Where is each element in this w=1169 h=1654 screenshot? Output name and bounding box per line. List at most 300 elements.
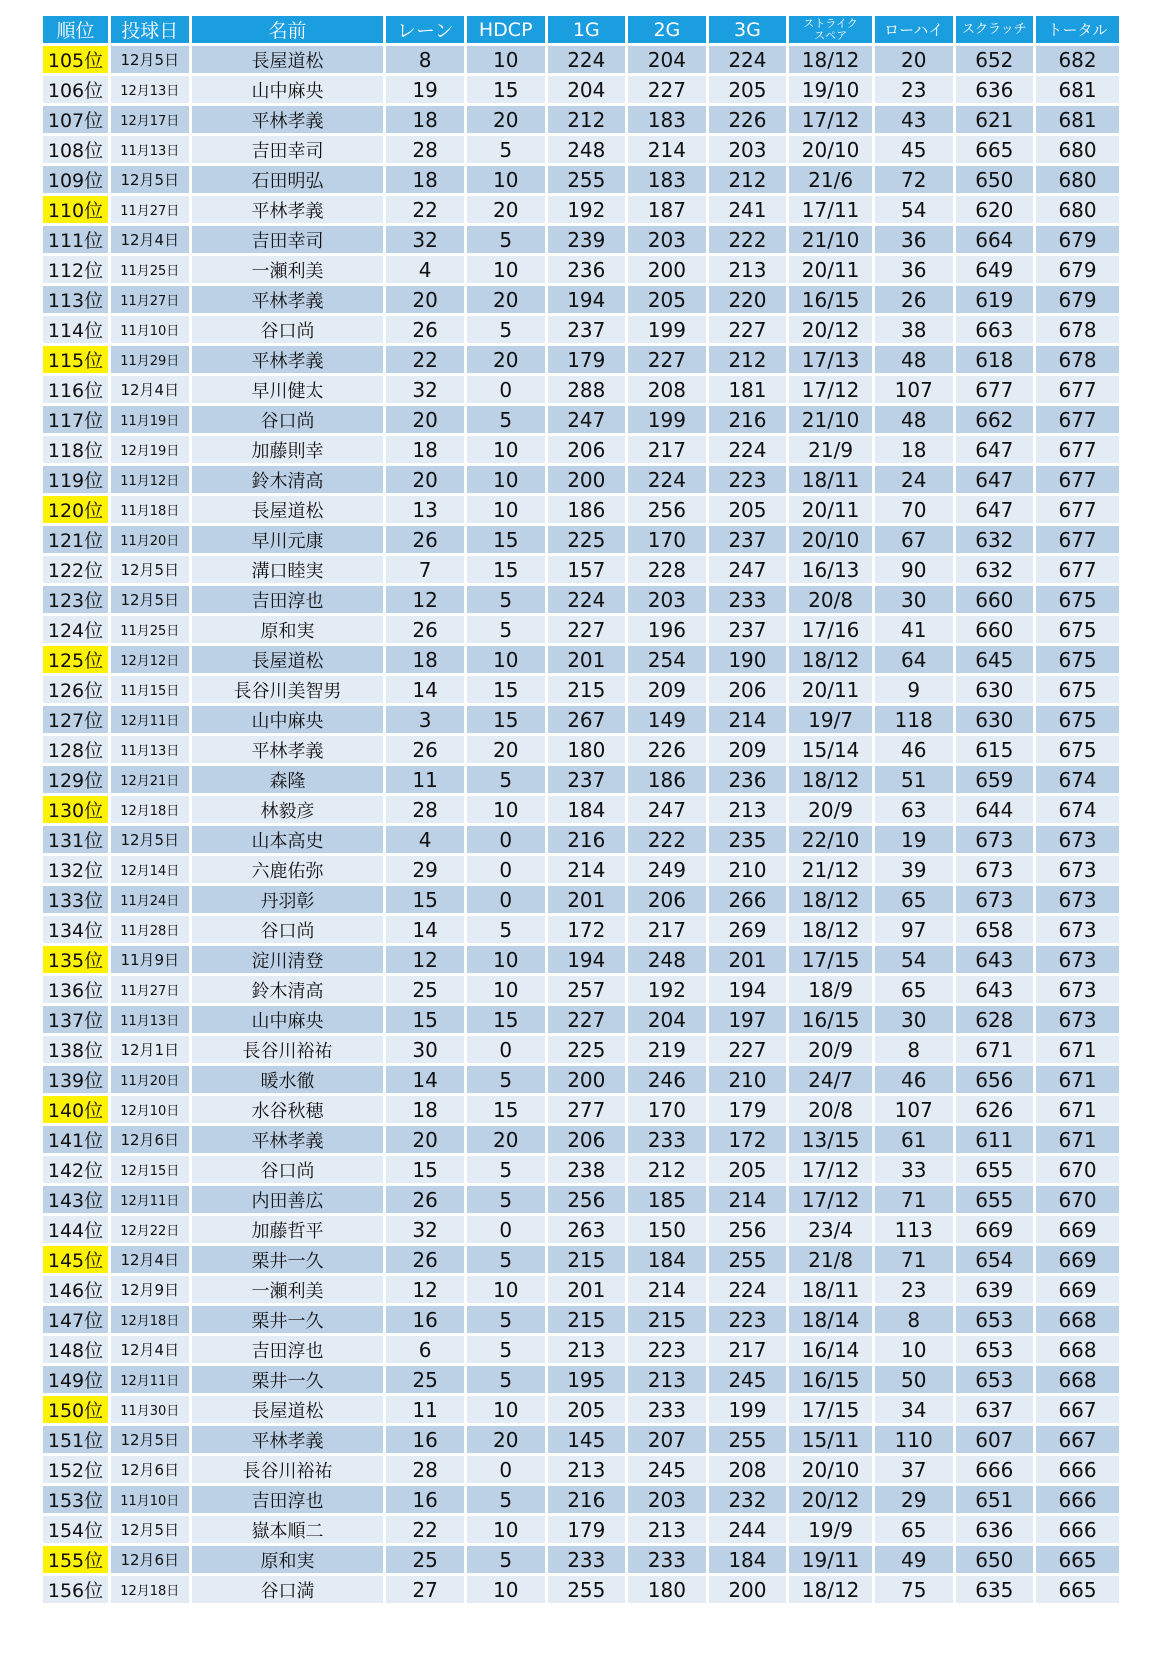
cell-game2: 204 xyxy=(628,46,706,73)
table-row xyxy=(43,346,1119,373)
cell-game1: 195 xyxy=(548,1366,626,1393)
cell-scratch: 650 xyxy=(956,1546,1034,1573)
cell-game1: 255 xyxy=(548,166,626,193)
cell-date: 11月13日 xyxy=(111,736,189,763)
cell-date: 12月13日 xyxy=(111,76,189,103)
cell-strike-spare: 13/15 xyxy=(789,1126,872,1153)
cell-date: 11月20日 xyxy=(111,526,189,553)
cell-total: 671 xyxy=(1036,1126,1119,1153)
cell-total: 673 xyxy=(1036,886,1119,913)
cell-total: 679 xyxy=(1036,286,1119,313)
cell-game3: 200 xyxy=(709,1576,787,1603)
cell-game2: 184 xyxy=(628,1246,706,1273)
cell-game3: 194 xyxy=(709,976,787,1003)
cell-game3: 241 xyxy=(709,196,787,223)
cell-game2: 150 xyxy=(628,1216,706,1243)
cell-game3: 205 xyxy=(709,1156,787,1183)
cell-total: 667 xyxy=(1036,1426,1119,1453)
cell-strike-spare: 18/12 xyxy=(789,46,872,73)
cell-game3: 224 xyxy=(709,1276,787,1303)
cell-scratch: 666 xyxy=(956,1456,1034,1483)
cell-name: 山中麻央 xyxy=(192,1006,384,1033)
cell-strike-spare: 21/12 xyxy=(789,856,872,883)
cell-name: 長屋道松 xyxy=(192,496,384,523)
cell-lane: 20 xyxy=(386,406,464,433)
cell-scratch: 658 xyxy=(956,916,1034,943)
cell-game2: 205 xyxy=(628,286,706,313)
cell-game3: 236 xyxy=(709,766,787,793)
cell-game3: 269 xyxy=(709,916,787,943)
cell-lane: 14 xyxy=(386,676,464,703)
cell-game2: 226 xyxy=(628,736,706,763)
table-row xyxy=(43,436,1119,463)
header-strike-spare: ストライク スペア xyxy=(789,16,872,43)
cell-game1: 184 xyxy=(548,796,626,823)
cell-game3: 227 xyxy=(709,316,787,343)
table-row xyxy=(43,1306,1119,1333)
cell-game1: 238 xyxy=(548,1156,626,1183)
cell-date: 11月24日 xyxy=(111,886,189,913)
cell-date: 12月4日 xyxy=(111,226,189,253)
cell-game2: 233 xyxy=(628,1396,706,1423)
cell-total: 675 xyxy=(1036,616,1119,643)
cell-rank: 125位 xyxy=(43,646,108,673)
cell-game1: 213 xyxy=(548,1336,626,1363)
cell-date: 11月27日 xyxy=(111,196,189,223)
cell-strike-spare: 18/12 xyxy=(789,886,872,913)
cell-hdcp: 15 xyxy=(467,556,545,583)
cell-name: 鈴木清高 xyxy=(192,976,384,1003)
cell-low-high: 46 xyxy=(875,736,953,763)
cell-total: 679 xyxy=(1036,256,1119,283)
cell-hdcp: 10 xyxy=(467,1276,545,1303)
cell-hdcp: 10 xyxy=(467,436,545,463)
cell-date: 12月11日 xyxy=(111,1366,189,1393)
cell-scratch: 637 xyxy=(956,1396,1034,1423)
cell-lane: 22 xyxy=(386,1516,464,1543)
cell-name: 六鹿佑弥 xyxy=(192,856,384,883)
cell-game2: 246 xyxy=(628,1066,706,1093)
cell-strike-spare: 21/10 xyxy=(789,406,872,433)
cell-hdcp: 10 xyxy=(467,976,545,1003)
cell-hdcp: 5 xyxy=(467,1306,545,1333)
cell-game1: 172 xyxy=(548,916,626,943)
cell-lane: 4 xyxy=(386,256,464,283)
cell-game1: 192 xyxy=(548,196,626,223)
cell-date: 12月18日 xyxy=(111,796,189,823)
header-name: 名前 xyxy=(192,16,384,43)
cell-rank: 136位 xyxy=(43,976,108,1003)
cell-lane: 4 xyxy=(386,826,464,853)
cell-lane: 6 xyxy=(386,1336,464,1363)
cell-scratch: 649 xyxy=(956,256,1034,283)
cell-hdcp: 0 xyxy=(467,376,545,403)
cell-low-high: 46 xyxy=(875,1066,953,1093)
cell-strike-spare: 19/7 xyxy=(789,706,872,733)
cell-total: 673 xyxy=(1036,856,1119,883)
cell-strike-spare: 16/13 xyxy=(789,556,872,583)
header-total: トータル xyxy=(1036,16,1119,43)
cell-strike-spare: 17/15 xyxy=(789,1396,872,1423)
cell-game1: 216 xyxy=(548,826,626,853)
table-row xyxy=(43,976,1119,1003)
cell-total: 677 xyxy=(1036,496,1119,523)
cell-scratch: 643 xyxy=(956,946,1034,973)
cell-lane: 18 xyxy=(386,166,464,193)
cell-hdcp: 10 xyxy=(467,1516,545,1543)
cell-rank: 115位 xyxy=(43,346,108,373)
cell-strike-spare: 20/10 xyxy=(789,526,872,553)
header-rank: 順位 xyxy=(43,16,108,43)
cell-rank: 137位 xyxy=(43,1006,108,1033)
cell-low-high: 67 xyxy=(875,526,953,553)
cell-total: 675 xyxy=(1036,586,1119,613)
cell-scratch: 671 xyxy=(956,1036,1034,1063)
cell-name: 嶽本順二 xyxy=(192,1516,384,1543)
cell-low-high: 38 xyxy=(875,316,953,343)
cell-hdcp: 15 xyxy=(467,706,545,733)
cell-low-high: 8 xyxy=(875,1306,953,1333)
cell-low-high: 71 xyxy=(875,1246,953,1273)
cell-name: 平林孝義 xyxy=(192,196,384,223)
cell-rank: 150位 xyxy=(43,1396,108,1423)
cell-scratch: 636 xyxy=(956,76,1034,103)
cell-low-high: 30 xyxy=(875,1006,953,1033)
cell-game3: 255 xyxy=(709,1426,787,1453)
cell-strike-spare: 16/15 xyxy=(789,286,872,313)
cell-rank: 105位 xyxy=(43,46,108,73)
cell-game1: 180 xyxy=(548,736,626,763)
cell-game3: 184 xyxy=(709,1546,787,1573)
cell-lane: 16 xyxy=(386,1486,464,1513)
cell-total: 677 xyxy=(1036,526,1119,553)
cell-date: 12月11日 xyxy=(111,706,189,733)
cell-total: 677 xyxy=(1036,406,1119,433)
cell-date: 11月9日 xyxy=(111,946,189,973)
cell-name: 石田明弘 xyxy=(192,166,384,193)
cell-date: 12月17日 xyxy=(111,106,189,133)
cell-game2: 233 xyxy=(628,1546,706,1573)
cell-rank: 140位 xyxy=(43,1096,108,1123)
cell-date: 12月6日 xyxy=(111,1546,189,1573)
cell-name: 長谷川美智男 xyxy=(192,676,384,703)
cell-lane: 3 xyxy=(386,706,464,733)
cell-lane: 12 xyxy=(386,586,464,613)
cell-total: 665 xyxy=(1036,1546,1119,1573)
cell-rank: 133位 xyxy=(43,886,108,913)
cell-scratch: 647 xyxy=(956,436,1034,463)
cell-low-high: 18 xyxy=(875,436,953,463)
cell-game3: 212 xyxy=(709,346,787,373)
cell-lane: 26 xyxy=(386,1246,464,1273)
cell-game1: 206 xyxy=(548,436,626,463)
cell-low-high: 19 xyxy=(875,826,953,853)
cell-game3: 214 xyxy=(709,706,787,733)
cell-game2: 180 xyxy=(628,1576,706,1603)
cell-name: 原和実 xyxy=(192,1546,384,1573)
cell-scratch: 673 xyxy=(956,856,1034,883)
cell-rank: 112位 xyxy=(43,256,108,283)
cell-rank: 111位 xyxy=(43,226,108,253)
cell-lane: 15 xyxy=(386,1156,464,1183)
cell-lane: 18 xyxy=(386,106,464,133)
cell-name: 山中麻央 xyxy=(192,706,384,733)
cell-strike-spare: 21/9 xyxy=(789,436,872,463)
cell-strike-spare: 17/16 xyxy=(789,616,872,643)
cell-game3: 224 xyxy=(709,436,787,463)
cell-date: 12月5日 xyxy=(111,586,189,613)
cell-scratch: 618 xyxy=(956,346,1034,373)
cell-game2: 213 xyxy=(628,1516,706,1543)
cell-game1: 194 xyxy=(548,286,626,313)
cell-lane: 26 xyxy=(386,526,464,553)
cell-total: 679 xyxy=(1036,226,1119,253)
cell-scratch: 619 xyxy=(956,286,1034,313)
table-row xyxy=(43,106,1119,133)
cell-strike-spare: 20/11 xyxy=(789,496,872,523)
cell-hdcp: 5 xyxy=(467,406,545,433)
cell-date: 12月4日 xyxy=(111,376,189,403)
table-row xyxy=(43,916,1119,943)
cell-rank: 156位 xyxy=(43,1576,108,1603)
cell-strike-spare: 19/11 xyxy=(789,1546,872,1573)
cell-game2: 219 xyxy=(628,1036,706,1063)
cell-rank: 139位 xyxy=(43,1066,108,1093)
cell-date: 12月5日 xyxy=(111,826,189,853)
cell-name: 吉田幸司 xyxy=(192,136,384,163)
cell-name: 山中麻央 xyxy=(192,76,384,103)
cell-total: 673 xyxy=(1036,1006,1119,1033)
cell-strike-spare: 18/12 xyxy=(789,1576,872,1603)
table-row xyxy=(43,676,1119,703)
table-row xyxy=(43,706,1119,733)
cell-strike-spare: 20/9 xyxy=(789,1036,872,1063)
cell-strike-spare: 17/12 xyxy=(789,1186,872,1213)
cell-low-high: 37 xyxy=(875,1456,953,1483)
table-row xyxy=(43,1276,1119,1303)
cell-name: 谷口尚 xyxy=(192,1156,384,1183)
cell-game1: 227 xyxy=(548,616,626,643)
cell-date: 11月13日 xyxy=(111,1006,189,1033)
cell-date: 12月4日 xyxy=(111,1336,189,1363)
cell-strike-spare: 24/7 xyxy=(789,1066,872,1093)
cell-game2: 227 xyxy=(628,76,706,103)
cell-scratch: 607 xyxy=(956,1426,1034,1453)
cell-date: 12月9日 xyxy=(111,1276,189,1303)
cell-hdcp: 5 xyxy=(467,916,545,943)
cell-hdcp: 10 xyxy=(467,796,545,823)
cell-game3: 208 xyxy=(709,1456,787,1483)
cell-scratch: 653 xyxy=(956,1366,1034,1393)
cell-game3: 266 xyxy=(709,886,787,913)
cell-total: 666 xyxy=(1036,1456,1119,1483)
cell-low-high: 65 xyxy=(875,886,953,913)
cell-game2: 183 xyxy=(628,106,706,133)
cell-game1: 213 xyxy=(548,1456,626,1483)
table-row xyxy=(43,736,1119,763)
cell-game3: 199 xyxy=(709,1396,787,1423)
table-row xyxy=(43,1126,1119,1153)
cell-scratch: 639 xyxy=(956,1276,1034,1303)
cell-game2: 207 xyxy=(628,1426,706,1453)
cell-date: 11月10日 xyxy=(111,1486,189,1513)
cell-game1: 277 xyxy=(548,1096,626,1123)
cell-date: 11月30日 xyxy=(111,1396,189,1423)
cell-rank: 153位 xyxy=(43,1486,108,1513)
cell-name: 山本高史 xyxy=(192,826,384,853)
cell-game1: 201 xyxy=(548,886,626,913)
cell-name: 一瀬利美 xyxy=(192,256,384,283)
cell-game3: 244 xyxy=(709,1516,787,1543)
cell-game2: 213 xyxy=(628,1366,706,1393)
cell-total: 673 xyxy=(1036,826,1119,853)
cell-scratch: 650 xyxy=(956,166,1034,193)
cell-scratch: 630 xyxy=(956,706,1034,733)
cell-strike-spare: 15/11 xyxy=(789,1426,872,1453)
cell-rank: 128位 xyxy=(43,736,108,763)
cell-date: 11月15日 xyxy=(111,676,189,703)
cell-low-high: 48 xyxy=(875,406,953,433)
cell-lane: 25 xyxy=(386,976,464,1003)
cell-date: 12月5日 xyxy=(111,46,189,73)
cell-name: 谷口尚 xyxy=(192,916,384,943)
cell-scratch: 615 xyxy=(956,736,1034,763)
cell-strike-spare: 16/14 xyxy=(789,1336,872,1363)
cell-date: 11月29日 xyxy=(111,346,189,373)
cell-date: 12月4日 xyxy=(111,1246,189,1273)
cell-game3: 210 xyxy=(709,856,787,883)
cell-rank: 131位 xyxy=(43,826,108,853)
cell-low-high: 39 xyxy=(875,856,953,883)
cell-hdcp: 10 xyxy=(467,166,545,193)
cell-name: 長屋道松 xyxy=(192,1396,384,1423)
cell-hdcp: 15 xyxy=(467,676,545,703)
cell-rank: 148位 xyxy=(43,1336,108,1363)
cell-hdcp: 15 xyxy=(467,1096,545,1123)
cell-game2: 209 xyxy=(628,676,706,703)
cell-rank: 127位 xyxy=(43,706,108,733)
cell-name: 谷口尚 xyxy=(192,406,384,433)
cell-game3: 210 xyxy=(709,1066,787,1093)
cell-name: 長谷川裕祐 xyxy=(192,1036,384,1063)
table-body xyxy=(43,46,1119,1603)
cell-rank: 124位 xyxy=(43,616,108,643)
cell-low-high: 64 xyxy=(875,646,953,673)
cell-lane: 11 xyxy=(386,766,464,793)
cell-total: 669 xyxy=(1036,1216,1119,1243)
cell-game2: 248 xyxy=(628,946,706,973)
cell-scratch: 628 xyxy=(956,1006,1034,1033)
table-row xyxy=(43,376,1119,403)
cell-hdcp: 5 xyxy=(467,1186,545,1213)
cell-total: 681 xyxy=(1036,76,1119,103)
cell-low-high: 90 xyxy=(875,556,953,583)
cell-rank: 118位 xyxy=(43,436,108,463)
cell-game3: 205 xyxy=(709,496,787,523)
cell-date: 12月6日 xyxy=(111,1126,189,1153)
cell-game1: 248 xyxy=(548,136,626,163)
cell-scratch: 621 xyxy=(956,106,1034,133)
ranking-table-container xyxy=(43,16,1125,1603)
cell-low-high: 110 xyxy=(875,1426,953,1453)
cell-lane: 18 xyxy=(386,646,464,673)
cell-rank: 116位 xyxy=(43,376,108,403)
header-game2: 2G xyxy=(628,16,706,43)
cell-lane: 26 xyxy=(386,1186,464,1213)
cell-lane: 22 xyxy=(386,196,464,223)
cell-hdcp: 20 xyxy=(467,736,545,763)
cell-game3: 226 xyxy=(709,106,787,133)
cell-strike-spare: 20/11 xyxy=(789,256,872,283)
cell-game3: 223 xyxy=(709,1306,787,1333)
cell-lane: 32 xyxy=(386,226,464,253)
cell-total: 678 xyxy=(1036,346,1119,373)
cell-game1: 224 xyxy=(548,586,626,613)
cell-date: 11月12日 xyxy=(111,466,189,493)
cell-scratch: 663 xyxy=(956,316,1034,343)
cell-date: 12月12日 xyxy=(111,646,189,673)
cell-game1: 204 xyxy=(548,76,626,103)
cell-game1: 179 xyxy=(548,1516,626,1543)
cell-lane: 30 xyxy=(386,1036,464,1063)
cell-hdcp: 5 xyxy=(467,1546,545,1573)
cell-rank: 155位 xyxy=(43,1546,108,1573)
cell-rank: 108位 xyxy=(43,136,108,163)
cell-strike-spare: 15/14 xyxy=(789,736,872,763)
cell-rank: 119位 xyxy=(43,466,108,493)
cell-game3: 172 xyxy=(709,1126,787,1153)
cell-scratch: 611 xyxy=(956,1126,1034,1153)
cell-game3: 179 xyxy=(709,1096,787,1123)
cell-lane: 16 xyxy=(386,1426,464,1453)
cell-game2: 206 xyxy=(628,886,706,913)
cell-low-high: 24 xyxy=(875,466,953,493)
header-date: 投球日 xyxy=(111,16,189,43)
cell-game1: 206 xyxy=(548,1126,626,1153)
cell-name: 溝口睦実 xyxy=(192,556,384,583)
table-row xyxy=(43,586,1119,613)
cell-rank: 154位 xyxy=(43,1516,108,1543)
cell-hdcp: 20 xyxy=(467,1426,545,1453)
cell-name: 平林孝義 xyxy=(192,286,384,313)
cell-hdcp: 20 xyxy=(467,286,545,313)
cell-rank: 121位 xyxy=(43,526,108,553)
cell-scratch: 635 xyxy=(956,1576,1034,1603)
cell-name: 平林孝義 xyxy=(192,346,384,373)
cell-total: 677 xyxy=(1036,556,1119,583)
cell-game1: 215 xyxy=(548,676,626,703)
cell-game3: 247 xyxy=(709,556,787,583)
cell-scratch: 677 xyxy=(956,376,1034,403)
cell-low-high: 10 xyxy=(875,1336,953,1363)
table-row xyxy=(43,1066,1119,1093)
cell-scratch: 643 xyxy=(956,976,1034,1003)
cell-scratch: 647 xyxy=(956,466,1034,493)
cell-date: 11月10日 xyxy=(111,316,189,343)
cell-rank: 142位 xyxy=(43,1156,108,1183)
table-row xyxy=(43,1576,1119,1603)
cell-name: 原和実 xyxy=(192,616,384,643)
table-row xyxy=(43,1156,1119,1183)
cell-name: 加藤哲平 xyxy=(192,1216,384,1243)
cell-game1: 215 xyxy=(548,1306,626,1333)
cell-date: 11月18日 xyxy=(111,496,189,523)
cell-hdcp: 5 xyxy=(467,1336,545,1363)
cell-low-high: 34 xyxy=(875,1396,953,1423)
cell-name: 淀川清登 xyxy=(192,946,384,973)
table-row xyxy=(43,766,1119,793)
cell-lane: 12 xyxy=(386,946,464,973)
